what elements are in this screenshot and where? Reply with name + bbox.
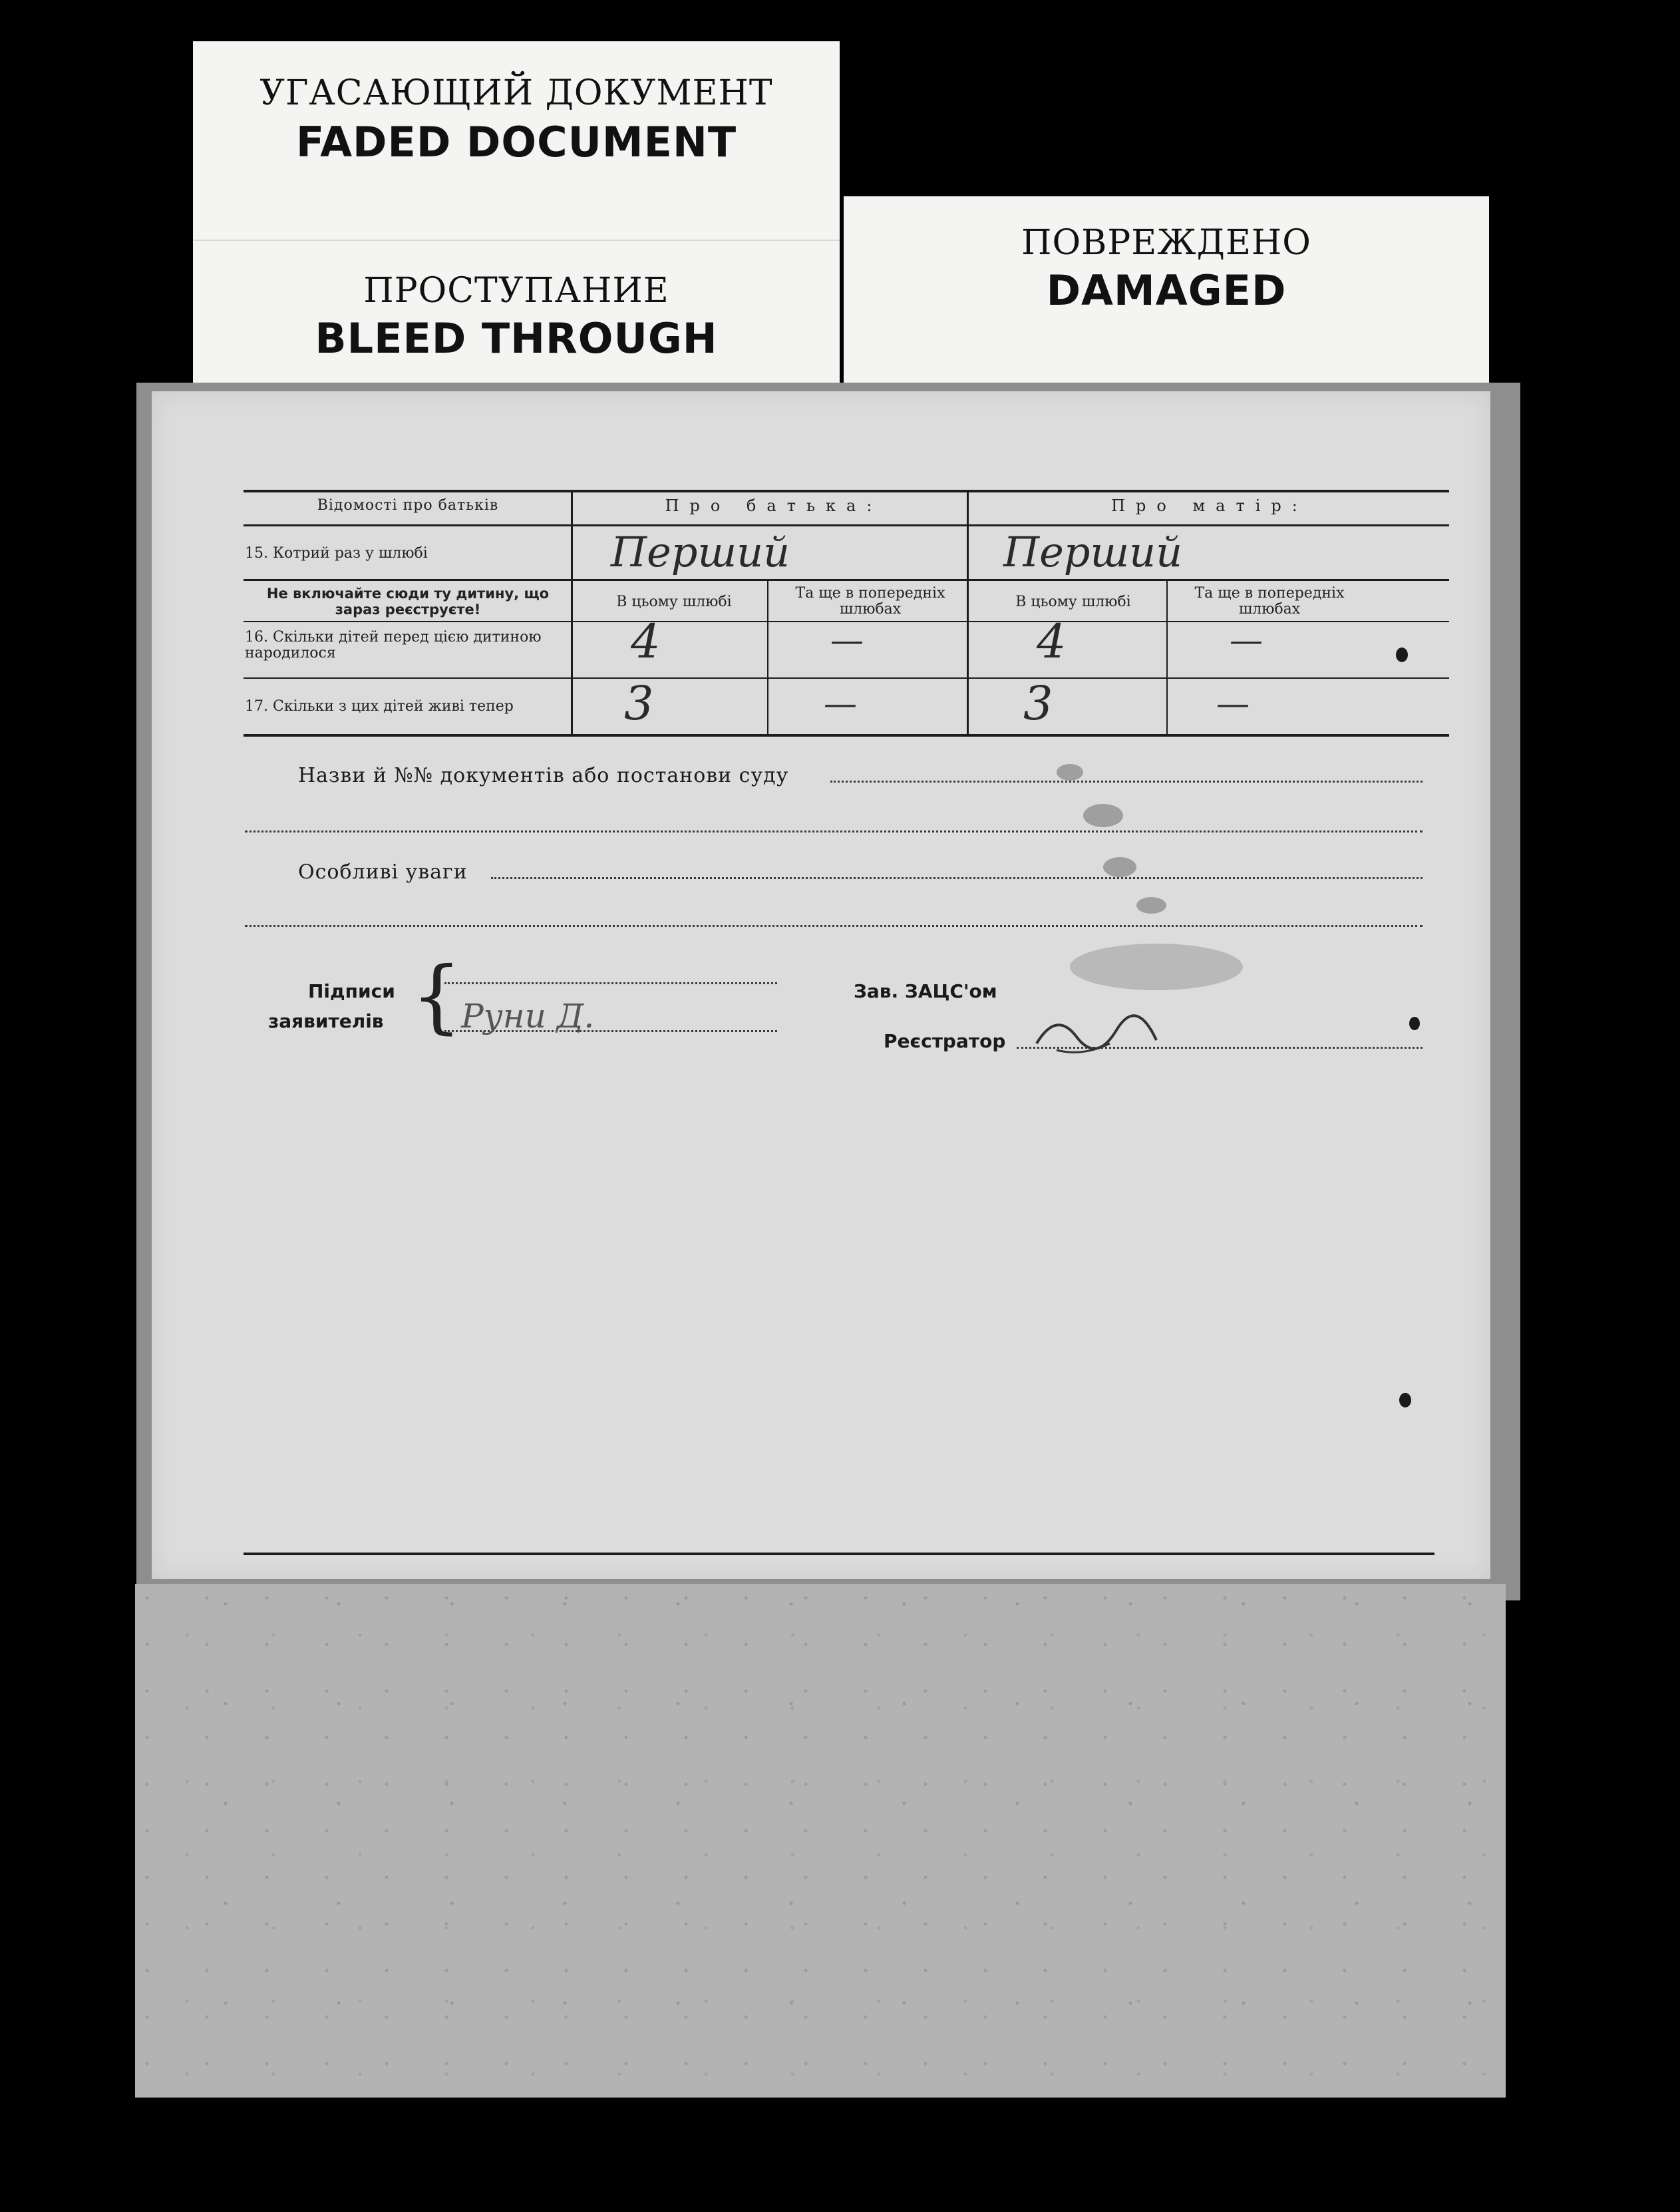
subheader-father-previous: Та ще в попередніх шлюбах [795, 585, 945, 618]
damaged-label-ru: ПОВРЕЖДЕНО [1021, 223, 1311, 263]
row17-father-prev: — [824, 684, 857, 723]
damage-hole [1399, 1393, 1411, 1407]
bleed-label-en: BLEED THROUGH [315, 314, 718, 363]
damage-hole [1396, 647, 1408, 662]
row16-mother-this: 4 [1037, 614, 1067, 669]
row16-label: 16. Скільки дітей перед цією дитиною народилося [245, 629, 542, 661]
applicant-signature: Руни Д. [461, 997, 595, 1035]
header-parents-info: Відомості про батьків [317, 497, 499, 514]
bleed-mark [1057, 764, 1083, 781]
cardboard-backing [135, 1584, 1506, 2098]
signatures-label: Підписи [308, 980, 395, 1002]
registrar-signature [1030, 1004, 1163, 1063]
bleed-mark [1103, 857, 1136, 877]
signature-line [444, 982, 777, 984]
form-bottom-rule [244, 1553, 1434, 1555]
bleed-mark [1070, 944, 1243, 990]
row16-father-this: 4 [631, 614, 661, 669]
signatures-label: заявителів [268, 1010, 384, 1032]
row17-mother-this: 3 [1023, 676, 1053, 731]
table-col-rule [571, 490, 573, 736]
table-col-rule [967, 490, 969, 736]
row15-label: 15. Котрий раз у шлюбі [245, 545, 428, 562]
exclude-child-note: Не включайте сюди ту дитину, що зараз реєструєте! [266, 586, 550, 618]
bleed-label-ru: ПРОСТУПАНИЕ [363, 271, 669, 311]
signatures-brace: { [411, 950, 462, 1043]
remarks-label: Особливі уваги [298, 860, 468, 884]
bleed-mark [1136, 897, 1166, 914]
bleed-through-label [193, 241, 840, 391]
row16-father-prev: — [830, 621, 864, 659]
row17-label: 17. Скільки з цих дітей живі тепер [245, 698, 514, 715]
table-rule [244, 524, 1449, 526]
remarks-field-line [491, 877, 1423, 879]
faded-label-ru: УГАСАЮЩИЙ ДОКУМЕНТ [259, 73, 773, 113]
subheader-mother-this-marriage: В цьому шлюбі [1015, 594, 1131, 610]
header-father: Про батька: [665, 496, 883, 515]
damage-hole [1409, 1017, 1420, 1030]
documents-label: Назви й №№ документів або постанови суду [298, 764, 789, 787]
head-of-registry-label: Зав. ЗАЦС'ом [854, 980, 997, 1002]
remarks-field-line [245, 925, 1423, 927]
subheader-mother-previous: Та ще в попередніх шлюбах [1194, 585, 1345, 618]
faded-label-en: FADED DOCUMENT [295, 118, 737, 166]
table-top-rule [244, 490, 1449, 492]
table-bottom-rule [244, 734, 1449, 737]
header-mother: Про матір: [1111, 496, 1308, 515]
row15-mother-value: Перший [1003, 528, 1183, 576]
row17-mother-prev: — [1216, 684, 1250, 723]
table-rule [244, 579, 1449, 581]
faded-document-label [193, 41, 840, 261]
table-col-rule [767, 579, 768, 736]
row15-father-value: Перший [611, 528, 790, 576]
documents-field-line [245, 830, 1423, 832]
subheader-father-this-marriage: В цьому шлюбі [616, 594, 732, 610]
bleed-mark [1083, 804, 1123, 827]
damaged-label-en: DAMAGED [1046, 266, 1287, 315]
registrar-label: Реєстратор [884, 1030, 1006, 1052]
documents-field-line [830, 781, 1423, 783]
table-rule [244, 677, 1449, 679]
table-col-rule [1166, 579, 1168, 736]
registration-form-sheet [152, 391, 1490, 1579]
row17-father-this: 3 [624, 676, 654, 731]
damaged-label [844, 196, 1489, 389]
row16-mother-prev: — [1230, 621, 1263, 659]
